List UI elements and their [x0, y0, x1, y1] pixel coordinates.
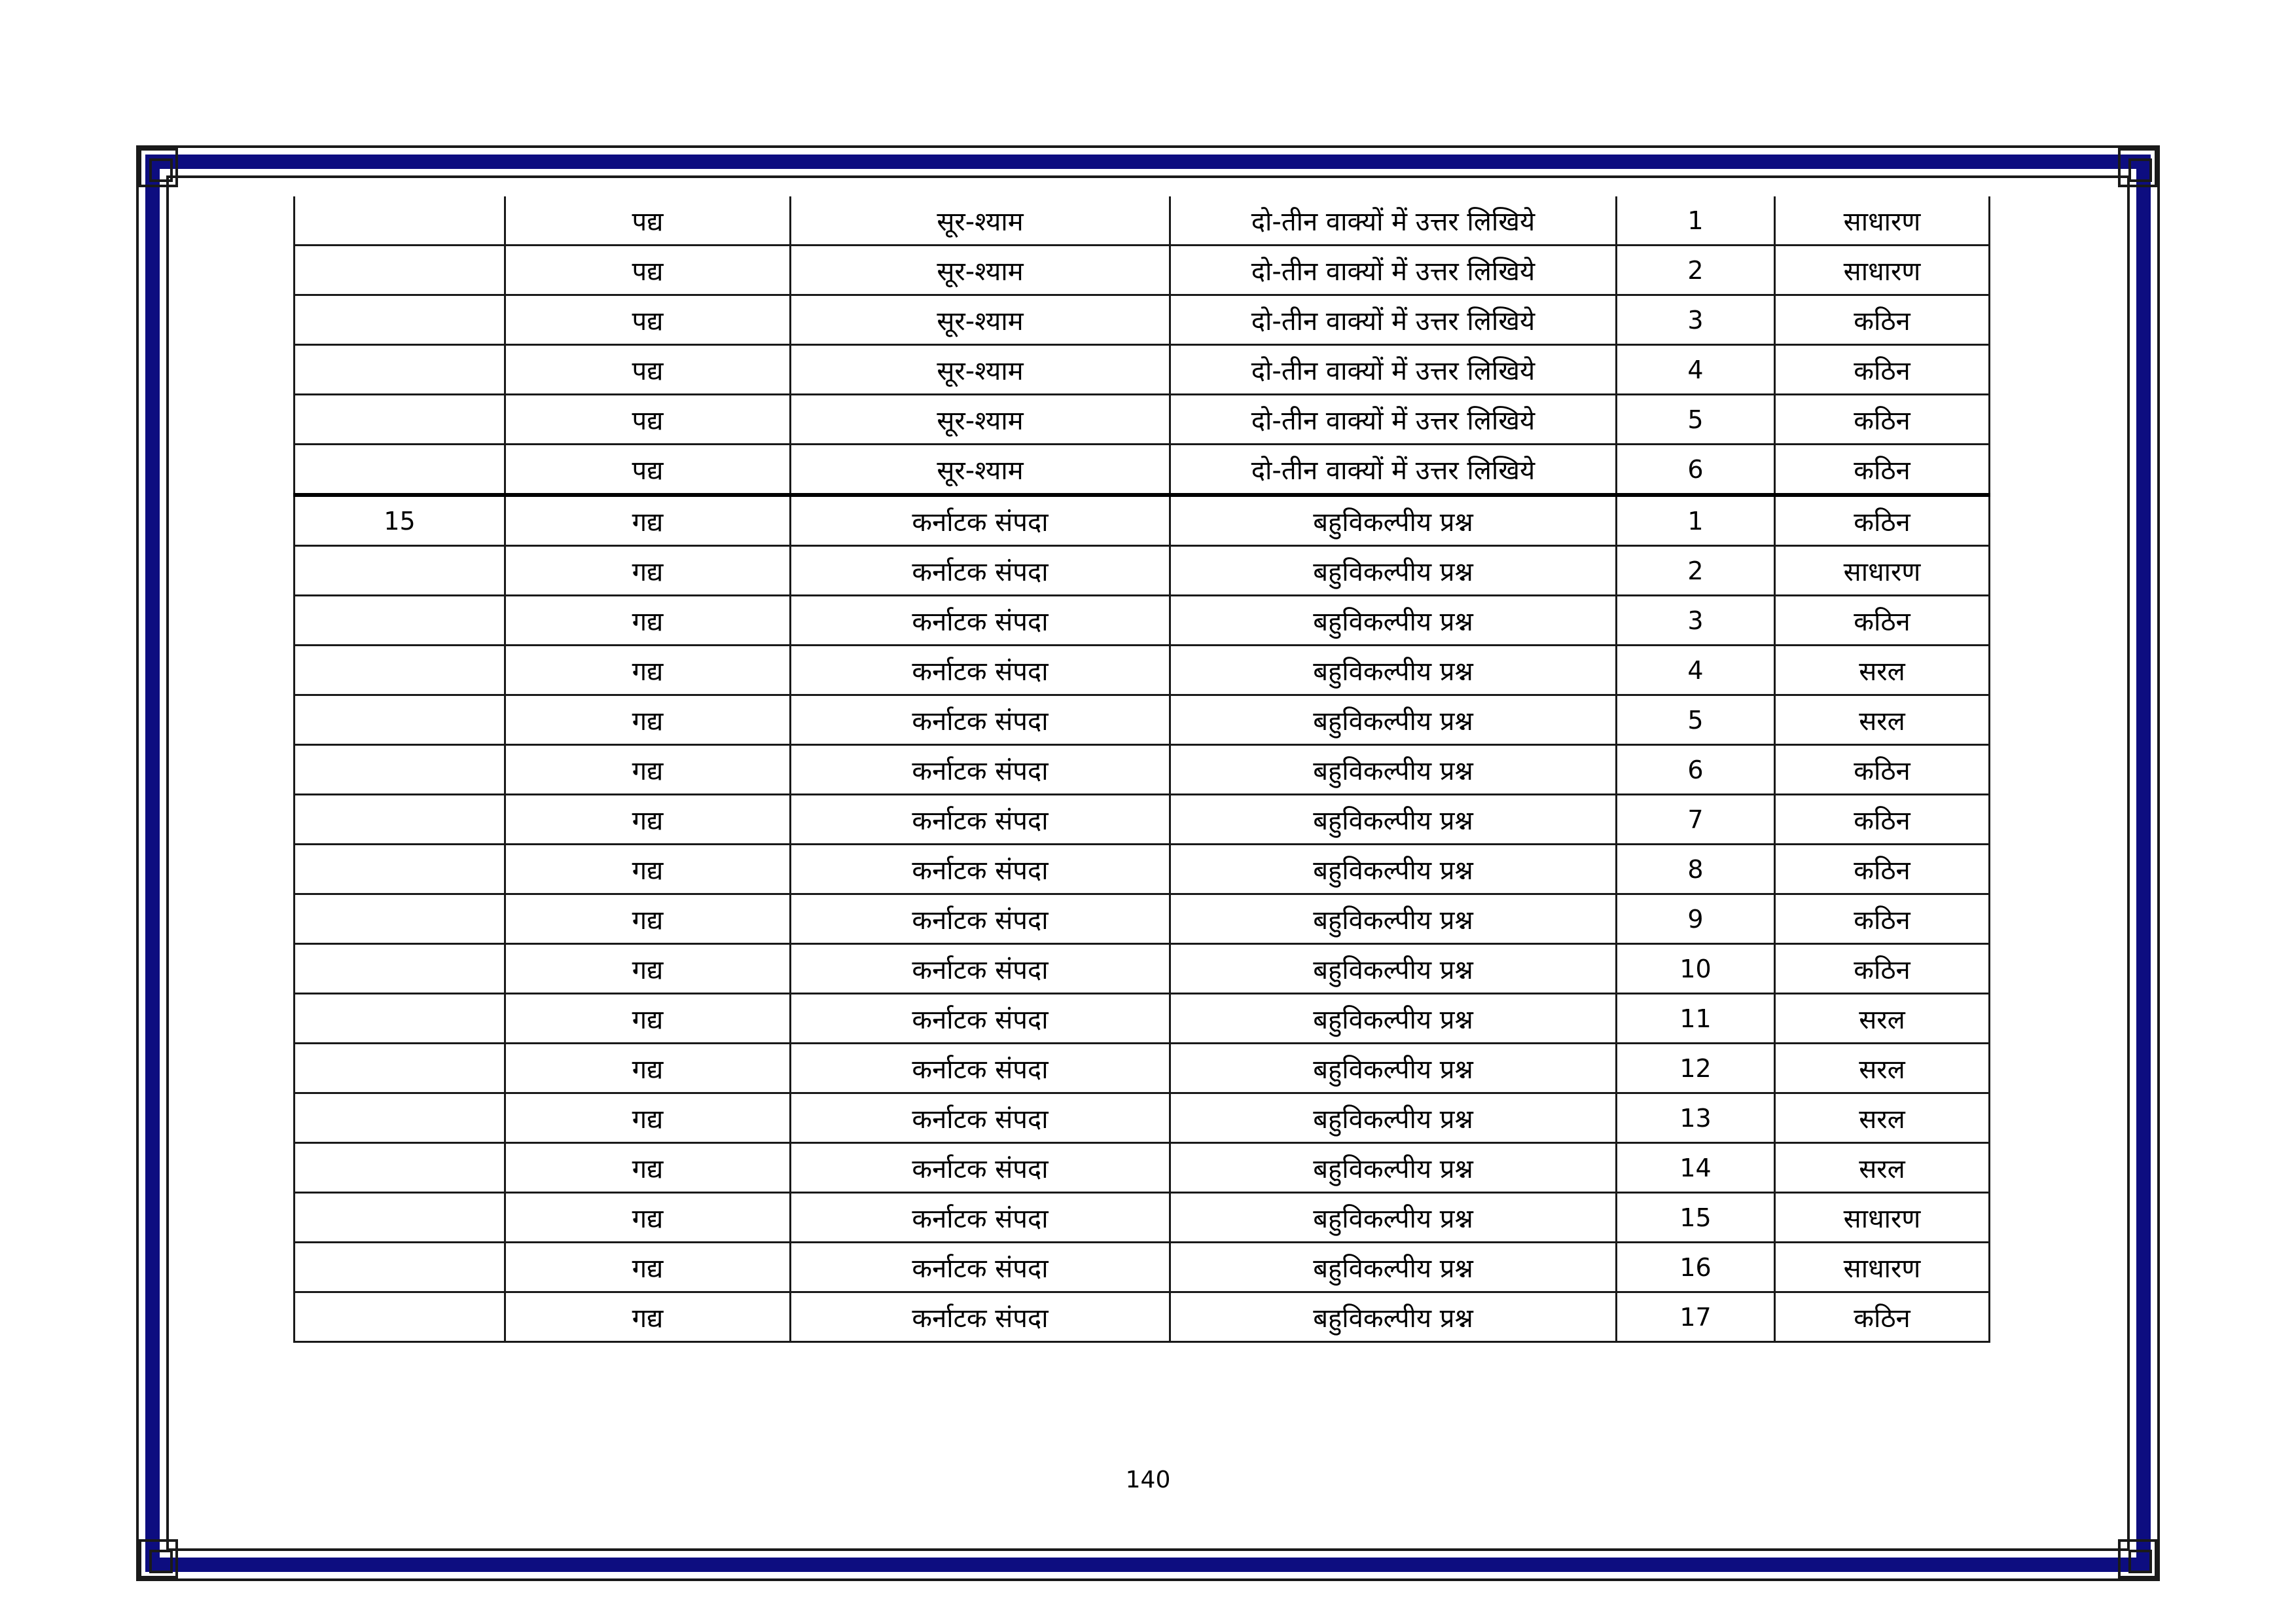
lesson-cell: कर्नाटक संपदा — [791, 695, 1170, 745]
question-type-cell: बहुविकल्पीय प्रश्न — [1170, 495, 1617, 546]
category-cell: गद्य — [505, 845, 791, 894]
category-cell: गद्य — [505, 944, 791, 994]
lesson-cell: कर्नाटक संपदा — [791, 944, 1170, 994]
question-number-cell: 16 — [1617, 1243, 1775, 1292]
lesson-cell: कर्नाटक संपदा — [791, 1044, 1170, 1093]
difficulty-cell: कठिन — [1775, 445, 1990, 496]
table-row — [295, 646, 1990, 695]
question-type-cell: दो-तीन वाक्यों में उत्तर लिखिये — [1170, 295, 1617, 345]
question-type-cell: बहुविकल्पीय प्रश्न — [1170, 795, 1617, 845]
question-number-cell: 5 — [1617, 395, 1775, 445]
table-row — [295, 395, 1990, 445]
category-cell: गद्य — [505, 596, 791, 646]
lesson-cell: कर्नाटक संपदा — [791, 894, 1170, 944]
table-row — [295, 994, 1990, 1044]
table-row — [295, 795, 1990, 845]
difficulty-cell: कठिन — [1775, 495, 1990, 546]
serial-cell — [295, 546, 505, 596]
table-body — [295, 196, 1990, 1342]
lesson-cell: सूर-श्याम — [791, 196, 1170, 246]
table-row — [295, 944, 1990, 994]
question-number-cell: 2 — [1617, 546, 1775, 596]
lesson-cell: कर्नाटक संपदा — [791, 646, 1170, 695]
question-number-cell: 1 — [1617, 196, 1775, 246]
corner-ornament-bottom-left — [139, 1539, 178, 1578]
question-type-cell: बहुविकल्पीय प्रश्न — [1170, 646, 1617, 695]
question-type-cell: बहुविकल्पीय प्रश्न — [1170, 994, 1617, 1044]
table-row — [295, 295, 1990, 345]
category-cell: गद्य — [505, 1292, 791, 1342]
question-type-cell: दो-तीन वाक्यों में उत्तर लिखिये — [1170, 445, 1617, 496]
question-number-cell: 10 — [1617, 944, 1775, 994]
category-cell: गद्य — [505, 1044, 791, 1093]
serial-cell — [295, 695, 505, 745]
question-type-cell: बहुविकल्पीय प्रश्न — [1170, 745, 1617, 795]
question-type-cell: बहुविकल्पीय प्रश्न — [1170, 1292, 1617, 1342]
serial-cell — [295, 1093, 505, 1143]
category-cell: गद्य — [505, 1093, 791, 1143]
question-number-cell: 15 — [1617, 1193, 1775, 1243]
lesson-cell: कर्नाटक संपदा — [791, 1143, 1170, 1193]
serial-cell — [295, 345, 505, 395]
category-cell: गद्य — [505, 894, 791, 944]
difficulty-cell: कठिन — [1775, 745, 1990, 795]
question-number-cell: 2 — [1617, 246, 1775, 295]
serial-cell — [295, 994, 505, 1044]
category-cell: गद्य — [505, 646, 791, 695]
question-type-cell: बहुविकल्पीय प्रश्न — [1170, 1143, 1617, 1193]
question-number-cell: 6 — [1617, 445, 1775, 496]
difficulty-cell: सरल — [1775, 1044, 1990, 1093]
lesson-cell: सूर-श्याम — [791, 395, 1170, 445]
table-row — [295, 445, 1990, 496]
question-number-cell: 14 — [1617, 1143, 1775, 1193]
difficulty-cell: कठिन — [1775, 295, 1990, 345]
difficulty-cell: सरल — [1775, 646, 1990, 695]
table-row — [295, 894, 1990, 944]
serial-cell — [295, 1292, 505, 1342]
lesson-cell: कर्नाटक संपदा — [791, 795, 1170, 845]
question-type-cell: बहुविकल्पीय प्रश्न — [1170, 894, 1617, 944]
question-type-cell: बहुविकल्पीय प्रश्न — [1170, 695, 1617, 745]
difficulty-cell: कठिन — [1775, 944, 1990, 994]
table-row — [295, 1044, 1990, 1093]
serial-cell — [295, 745, 505, 795]
question-blueprint-table — [293, 196, 1990, 1343]
difficulty-cell: कठिन — [1775, 1292, 1990, 1342]
category-cell: पद्य — [505, 246, 791, 295]
table-row — [295, 596, 1990, 646]
lesson-cell: सूर-श्याम — [791, 295, 1170, 345]
lesson-cell: कर्नाटक संपदा — [791, 845, 1170, 894]
table-row — [295, 1193, 1990, 1243]
serial-cell: 15 — [295, 495, 505, 546]
category-cell: गद्य — [505, 1193, 791, 1243]
table-row — [295, 1292, 1990, 1342]
question-number-cell: 5 — [1617, 695, 1775, 745]
difficulty-cell: साधारण — [1775, 546, 1990, 596]
lesson-cell: कर्नाटक संपदा — [791, 1243, 1170, 1292]
question-type-cell: दो-तीन वाक्यों में उत्तर लिखिये — [1170, 246, 1617, 295]
difficulty-cell: साधारण — [1775, 196, 1990, 246]
difficulty-cell: साधारण — [1775, 246, 1990, 295]
question-number-cell: 11 — [1617, 994, 1775, 1044]
serial-cell — [295, 1193, 505, 1243]
question-number-cell: 8 — [1617, 845, 1775, 894]
table-row — [295, 345, 1990, 395]
lesson-cell: सूर-श्याम — [791, 246, 1170, 295]
question-number-cell: 12 — [1617, 1044, 1775, 1093]
difficulty-cell: सरल — [1775, 1093, 1990, 1143]
category-cell: गद्य — [505, 795, 791, 845]
lesson-cell: कर्नाटक संपदा — [791, 745, 1170, 795]
question-number-cell: 4 — [1617, 646, 1775, 695]
table-row — [295, 495, 1990, 546]
question-type-cell: बहुविकल्पीय प्रश्न — [1170, 1193, 1617, 1243]
question-type-cell: दो-तीन वाक्यों में उत्तर लिखिये — [1170, 345, 1617, 395]
question-number-cell: 7 — [1617, 795, 1775, 845]
serial-cell — [295, 596, 505, 646]
table-row — [295, 246, 1990, 295]
question-number-cell: 3 — [1617, 295, 1775, 345]
table-row — [295, 845, 1990, 894]
category-cell: गद्य — [505, 495, 791, 546]
category-cell: पद्य — [505, 295, 791, 345]
category-cell: गद्य — [505, 745, 791, 795]
serial-cell — [295, 246, 505, 295]
table-row — [295, 745, 1990, 795]
difficulty-cell: सरल — [1775, 994, 1990, 1044]
serial-cell — [295, 795, 505, 845]
serial-cell — [295, 1243, 505, 1292]
serial-cell — [295, 845, 505, 894]
lesson-cell: सूर-श्याम — [791, 445, 1170, 496]
serial-cell — [295, 445, 505, 496]
serial-cell — [295, 295, 505, 345]
lesson-cell: कर्नाटक संपदा — [791, 495, 1170, 546]
lesson-cell: सूर-श्याम — [791, 345, 1170, 395]
serial-cell — [295, 395, 505, 445]
question-type-cell: बहुविकल्पीय प्रश्न — [1170, 944, 1617, 994]
table-row — [295, 546, 1990, 596]
table-row — [295, 1243, 1990, 1292]
question-number-cell: 17 — [1617, 1292, 1775, 1342]
question-type-cell: बहुविकल्पीय प्रश्न — [1170, 546, 1617, 596]
question-type-cell: दो-तीन वाक्यों में उत्तर लिखिये — [1170, 395, 1617, 445]
question-number-cell: 6 — [1617, 745, 1775, 795]
serial-cell — [295, 944, 505, 994]
lesson-cell: कर्नाटक संपदा — [791, 596, 1170, 646]
difficulty-cell: कठिन — [1775, 795, 1990, 845]
question-type-cell: बहुविकल्पीय प्रश्न — [1170, 596, 1617, 646]
question-type-cell: बहुविकल्पीय प्रश्न — [1170, 1044, 1617, 1093]
serial-cell — [295, 646, 505, 695]
difficulty-cell: कठिन — [1775, 395, 1990, 445]
category-cell: गद्य — [505, 695, 791, 745]
question-number-cell: 3 — [1617, 596, 1775, 646]
difficulty-cell: कठिन — [1775, 845, 1990, 894]
corner-ornament-top-left — [139, 148, 178, 187]
table-row — [295, 1143, 1990, 1193]
difficulty-cell: कठिन — [1775, 596, 1990, 646]
page-number: 140 — [1125, 1467, 1171, 1493]
category-cell: पद्य — [505, 445, 791, 496]
category-cell: गद्य — [505, 1143, 791, 1193]
difficulty-cell: कठिन — [1775, 345, 1990, 395]
category-cell: पद्य — [505, 395, 791, 445]
question-number-cell: 13 — [1617, 1093, 1775, 1143]
serial-cell — [295, 1143, 505, 1193]
serial-cell — [295, 894, 505, 944]
question-type-cell: दो-तीन वाक्यों में उत्तर लिखिये — [1170, 196, 1617, 246]
serial-cell — [295, 196, 505, 246]
category-cell: गद्य — [505, 1243, 791, 1292]
difficulty-cell: कठिन — [1775, 894, 1990, 944]
category-cell: पद्य — [505, 196, 791, 246]
question-type-cell: बहुविकल्पीय प्रश्न — [1170, 845, 1617, 894]
corner-ornament-bottom-right — [2118, 1539, 2157, 1578]
lesson-cell: कर्नाटक संपदा — [791, 546, 1170, 596]
category-cell: गद्य — [505, 994, 791, 1044]
table-row — [295, 695, 1990, 745]
table-row — [295, 1093, 1990, 1143]
lesson-cell: कर्नाटक संपदा — [791, 1093, 1170, 1143]
difficulty-cell: साधारण — [1775, 1243, 1990, 1292]
table-row — [295, 196, 1990, 246]
category-cell: पद्य — [505, 345, 791, 395]
question-number-cell: 1 — [1617, 495, 1775, 546]
difficulty-cell: साधारण — [1775, 1193, 1990, 1243]
question-type-cell: बहुविकल्पीय प्रश्न — [1170, 1243, 1617, 1292]
serial-cell — [295, 1044, 505, 1093]
question-number-cell: 9 — [1617, 894, 1775, 944]
difficulty-cell: सरल — [1775, 1143, 1990, 1193]
lesson-cell: कर्नाटक संपदा — [791, 1193, 1170, 1243]
lesson-cell: कर्नाटक संपदा — [791, 994, 1170, 1044]
category-cell: गद्य — [505, 546, 791, 596]
lesson-cell: कर्नाटक संपदा — [791, 1292, 1170, 1342]
difficulty-cell: सरल — [1775, 695, 1990, 745]
corner-ornament-top-right — [2118, 148, 2157, 187]
question-type-cell: बहुविकल्पीय प्रश्न — [1170, 1093, 1617, 1143]
question-number-cell: 4 — [1617, 345, 1775, 395]
